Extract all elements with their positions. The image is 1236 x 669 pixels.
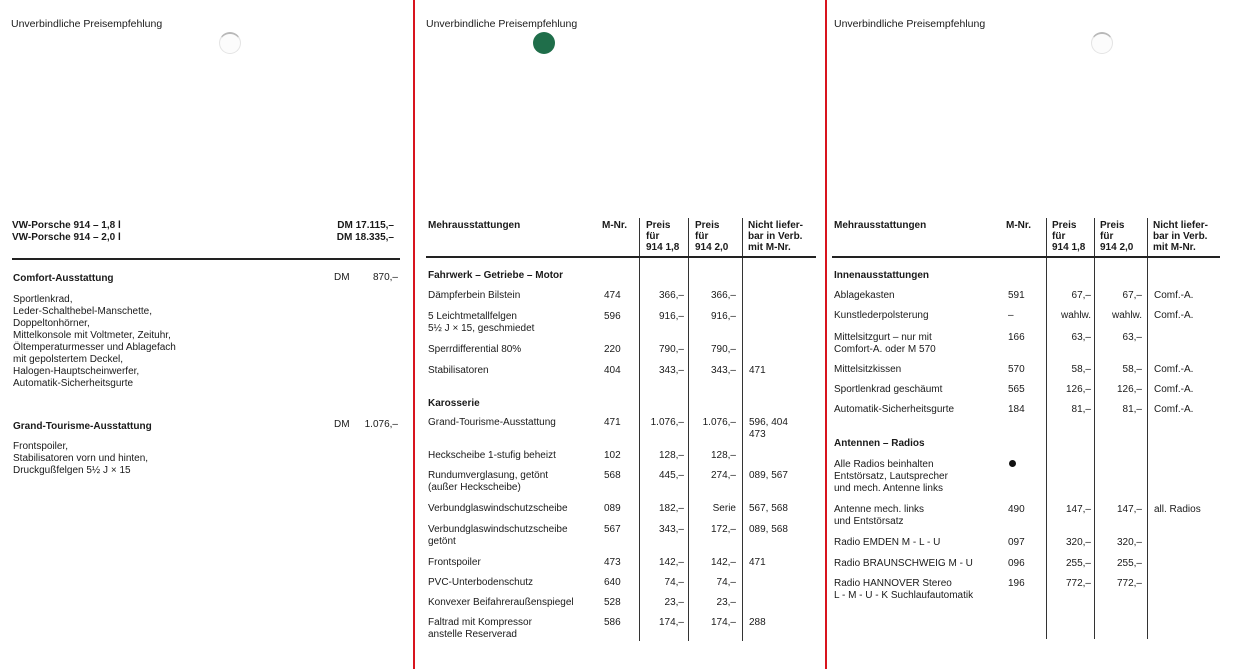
price-20: 172,– [710,524,736,535]
option-number: 640 [604,577,621,588]
punch-hole [1091,32,1113,54]
price-20: 772,– [1116,578,1142,589]
price-20: Serie [712,503,736,514]
price-20: 366,– [710,290,736,301]
price-18: 128,– [658,450,684,461]
header-rule [426,256,816,258]
list-item: Frontspoiler, [13,441,69,452]
price-18: 343,– [658,365,684,376]
price-20: 81,– [1122,404,1142,415]
option-name: Konvexer Beifahreraußenspiegel [428,597,574,608]
radio-note: Alle Radios beinhalten Entstörsatz, Lautsprecher und mech. Antenne links [834,459,948,494]
option-number: 096 [1008,558,1025,569]
list-item: Mittelkonsole mit Voltmeter, Zeituhr, [13,330,171,341]
col-header-price-18: Preis für 914 1,8 [1052,220,1086,253]
col-header-option: Mehrausstattungen [834,220,927,231]
not-available-with: Comf.-A. [1154,310,1194,321]
price-18: 174,– [658,617,684,628]
model-price: DM 17.115,– [337,220,394,231]
price-20: 916,– [710,311,736,322]
panel-options-1 [414,0,826,669]
list-item: mit gepolstertem Deckel, [13,354,124,365]
option-number: 471 [604,417,621,428]
price-20: 174,– [710,617,736,628]
option-name: Stabilisatoren [428,365,489,376]
punch-hole [533,32,555,54]
column-rule [1147,218,1148,639]
model-price: DM 18.335,– [336,232,394,243]
not-available-with: 471 [749,557,766,568]
not-available-with: Comf.-A. [1154,404,1194,415]
col-header-price-20: Preis für 914 2,0 [695,220,729,253]
price-18: 1.076,– [650,417,684,428]
option-number: 596 [604,311,621,322]
price-20: 790,– [710,344,736,355]
price-20: 74,– [716,577,736,588]
price-20: 23,– [716,597,736,608]
option-number: 473 [604,557,621,568]
option-number: 591 [1008,290,1025,301]
option-name: Dämpferbein Bilstein [428,290,521,301]
price-20: wahlw. [1111,310,1142,321]
section-rule [12,258,400,260]
category-title: Innenausstattungen [834,270,930,281]
col-header-price-18: Preis für 914 1,8 [646,220,680,253]
option-number: 570 [1008,364,1025,375]
price-18: 366,– [658,290,684,301]
col-header-not-available: Nicht liefer- bar in Verb. mit M-Nr. [748,220,804,253]
header-text: Unverbindliche Preisempfehlung [426,18,578,30]
not-available-with: 288 [749,617,766,628]
model-row [12,220,394,232]
header-text: Unverbindliche Preisempfehlung [834,18,986,30]
model-name: VW-Porsche 914 – 1,8 l [12,220,121,231]
option-name: Mittelsitzgurt – nur mit Comfort-A. oder M 570 [834,332,936,355]
price-20: 255,– [1116,558,1142,569]
option-number: 220 [604,344,621,355]
not-available-with: Comf.-A. [1154,384,1194,395]
option-name: Radio HANNOVER Stereo L - M - U - K Suchlaufautomatik [834,578,974,601]
price-18: 320,– [1065,537,1091,548]
gt-price: 1.076,– [364,419,398,430]
col-header-number: M-Nr. [1006,220,1031,231]
price-18: 790,– [658,344,684,355]
list-item: Druckgußfelgen 5½ J × 15 [13,465,131,476]
option-number: 528 [604,597,621,608]
not-available-with: 596, 404 473 [749,417,788,440]
option-name: Heckscheibe 1-stufig beheizt [428,450,556,461]
not-available-with: 089, 568 [749,524,788,535]
option-name: Rundumverglasung, getönt (außer Heckscheibe) [428,470,549,493]
price-18: wahlw. [1060,310,1091,321]
price-20: 142,– [710,557,736,568]
price-20: 126,– [1116,384,1142,395]
gt-title: Grand-Tourisme-Ausstattung [13,421,152,432]
price-20: 147,– [1116,504,1142,515]
panel-options-2 [826,0,1236,669]
option-number: 474 [604,290,621,301]
header-text: Unverbindliche Preisempfehlung [11,18,163,30]
not-available-with: Comf.-A. [1154,290,1194,301]
option-name: Mittelsitzkissen [834,364,902,375]
option-name: Sperrdifferential 80% [428,344,522,355]
col-header-price-20: Preis für 914 2,0 [1100,220,1134,253]
option-name: Frontspoiler [428,557,481,568]
option-number: 166 [1008,332,1025,343]
option-number: 567 [604,524,621,535]
header-rule [832,256,1220,258]
price-18: 916,– [658,311,684,322]
price-18: 58,– [1071,364,1091,375]
option-name: Verbundglaswindschutzscheibe [428,503,568,514]
price-18: 67,– [1071,290,1091,301]
col-header-not-available: Nicht liefer- bar in Verb. mit M-Nr. [1153,220,1209,253]
option-number: 565 [1008,384,1025,395]
list-item: Öltemperaturmesser und Ablagefach [13,342,176,353]
price-20: 67,– [1122,290,1142,301]
not-available-with: Comf.-A. [1154,364,1194,375]
not-available-with: 471 [749,365,766,376]
price-18: 74,– [664,577,684,588]
option-number: 089 [604,503,621,514]
price-18: 81,– [1071,404,1091,415]
gt-currency: DM [334,419,350,430]
option-number: – [1008,310,1014,321]
category-title: Antennen – Radios [834,438,925,449]
option-number: 568 [604,470,621,481]
punch-hole [219,32,241,54]
col-header-option: Mehrausstattungen [428,220,521,231]
comfort-currency: DM [334,272,350,283]
price-20: 320,– [1116,537,1142,548]
price-18: 445,– [658,470,684,481]
option-name: Faltrad mit Kompressor anstelle Reserverad [428,617,532,640]
column-rule [1094,218,1095,639]
option-name: 5 Leichtmetallfelgen 5½ J × 15, geschmiedet [428,311,535,334]
list-item: Automatik-Sicherheitsgurte [13,378,134,389]
option-name: Sportlenkrad geschäumt [834,384,943,395]
option-name: Radio BRAUNSCHWEIG M - U [834,558,973,569]
price-18: 63,– [1071,332,1091,343]
option-number: 097 [1008,537,1025,548]
option-name: Radio EMDEN M - L - U [834,537,941,548]
model-name: VW-Porsche 914 – 2,0 l [12,232,121,243]
price-20: 274,– [710,470,736,481]
price-18: 772,– [1065,578,1091,589]
price-20: 58,– [1122,364,1142,375]
column-rule [1046,218,1047,639]
price-20: 63,– [1122,332,1142,343]
comfort-title: Comfort-Ausstattung [13,273,114,284]
price-18: 182,– [658,503,684,514]
option-name: PVC-Unterbodenschutz [428,577,534,588]
bullet-dot [1009,459,1016,471]
option-name: Antenne mech. links und Entstörsatz [834,504,925,527]
price-18: 23,– [664,597,684,608]
column-rule [742,218,743,641]
list-item: Sportlenkrad, [13,294,73,305]
option-name: Kunstlederpolsterung [834,310,929,321]
col-header-number: M-Nr. [602,220,627,231]
option-number: 196 [1008,578,1025,589]
price-18: 255,– [1065,558,1091,569]
option-name: Ablagekasten [834,290,895,301]
option-name: Grand-Tourisme-Ausstattung [428,417,556,428]
price-20: 128,– [710,450,736,461]
not-available-with: 089, 567 [749,470,788,481]
list-item: Halogen-Hauptscheinwerfer, [13,366,140,377]
option-number: 490 [1008,504,1025,515]
option-number: 586 [604,617,621,628]
option-name: Verbundglaswindschutzscheibe getönt [428,524,568,547]
not-available-with: all. Radios [1154,504,1201,515]
price-20: 343,– [710,365,736,376]
price-20: 1.076,– [702,417,736,428]
list-item: Doppeltonhörner, [13,318,90,329]
option-number: 184 [1008,404,1025,415]
price-18: 126,– [1065,384,1091,395]
price-18: 343,– [658,524,684,535]
list-item: Leder-Schalthebel-Manschette, [13,306,152,317]
comfort-price: 870,– [372,272,398,283]
category-title: Fahrwerk – Getriebe – Motor [428,270,564,281]
category-title: Karosserie [428,398,480,409]
panel-models [0,0,414,669]
option-number: 404 [604,365,621,376]
gt-items [13,441,148,477]
not-available-with: 567, 568 [749,503,788,514]
comfort-items [13,294,176,390]
price-18: 147,– [1065,504,1091,515]
model-price-list [12,220,394,244]
option-number: 102 [604,450,621,461]
model-row [12,232,394,244]
list-item: Stabilisatoren vorn und hinten, [13,453,149,464]
option-name: Automatik-Sicherheitsgurte [834,404,955,415]
price-18: 142,– [658,557,684,568]
